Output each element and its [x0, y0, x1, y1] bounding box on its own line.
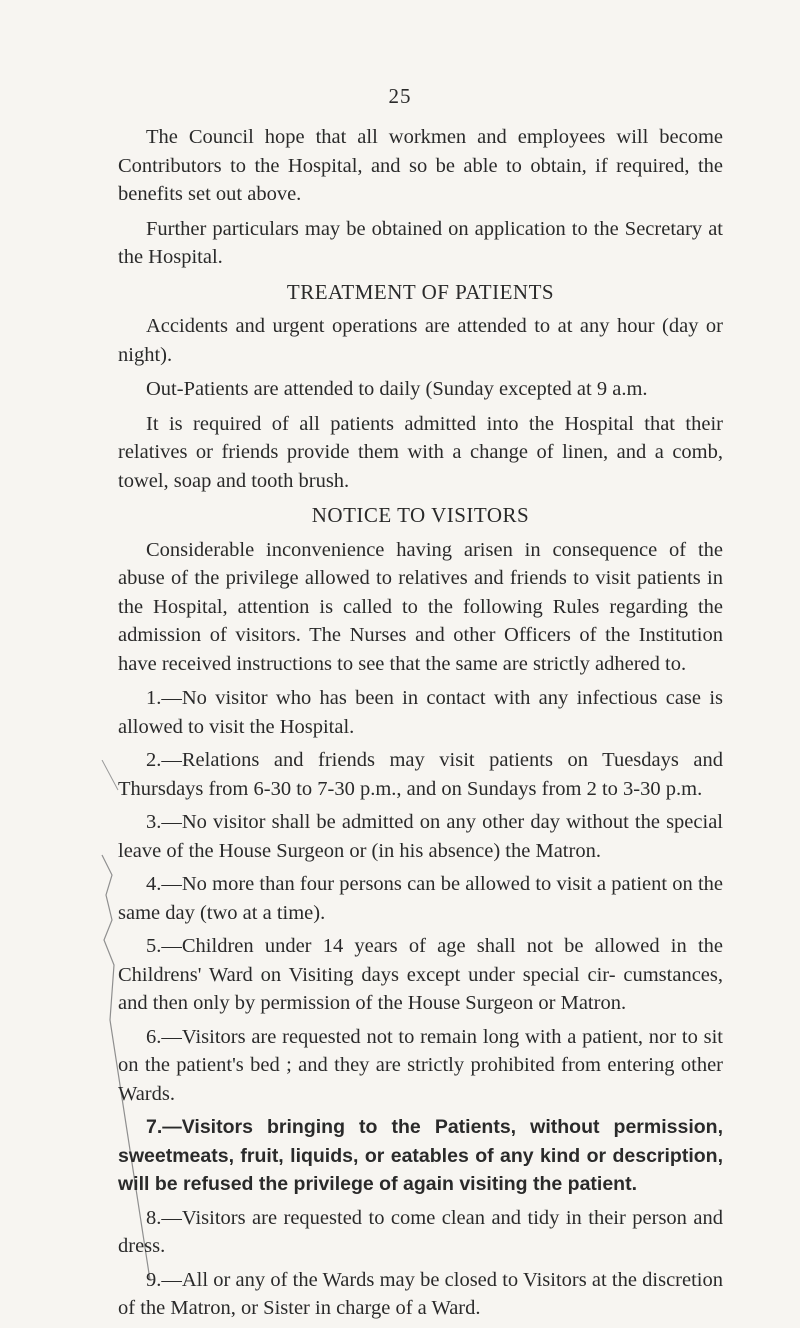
visitor-rule-5: 5.—Children under 14 years of age shall not be allowed in the Childrens' Ward on Visiting days except under special cir- cumstances, and then only by permission of the House Surgeon or Matron.: [118, 935, 723, 1014]
visitor-rule-4: 4.—No more than four persons can be allowed to visit a patient on the same day (two at a time).: [118, 873, 723, 924]
treatment-paragraph-accidents: Accidents and urgent operations are attended to at any hour (day or night).: [118, 315, 723, 366]
visitor-rule-1: 1.—No visitor who has been in contact with any infectious case is allowed to visit the Hospital.: [118, 687, 723, 738]
intro-paragraph-particulars: Further particulars may be obtained on application to the Secretary at the Hospital.: [118, 217, 723, 268]
visitor-rule-6: 6.—Visitors are requested not to remain long with a patient, nor to sit on the patient's bed ; and they are strictly prohibited from entering other Wards.: [118, 1025, 723, 1105]
visitor-rule-7: 7.—Visitors bringing to the Patients, without permission, sweetmeats, fruit, liquids, or eatables of any kind or description, will be refused the privilege of again visiting the patient.: [118, 1116, 723, 1195]
treatment-heading: TREATMENT OF PATIENTS: [286, 279, 555, 304]
intro-paragraph-contributors: The Council hope that all workmen and employees will become Contributors to the Hospital, and so be able to obtain, if required, the benefits set out above.: [118, 126, 723, 205]
page-number: 25: [388, 84, 412, 108]
visitors-heading: NOTICE TO VISITORS: [311, 503, 530, 527]
visitor-rule-9: 9.—All or any of the Wards may be closed to Visitors at the discretion of the Matron, or Sister in charge of a Ward.: [118, 1268, 723, 1319]
document-body: [118, 123, 723, 1328]
visitor-rule-8: 8.—Visitors are requested to come clean and tidy in their person and dress.: [118, 1206, 723, 1257]
visitor-rule-2: 2.—Relations and friends may visit patients on Tuesdays and Thursdays from 6-30 to 7-30 p.m., and on Sundays from 2 to 3-30 p.m.: [118, 749, 723, 800]
treatment-paragraph-requirements: It is required of all patients admitted into the Hospital that their relatives or friends provide them with a change of linen, and a comb, towel, soap and tooth brush.: [118, 412, 723, 492]
visitor-rule-3: 3.—No visitor shall be admitted on any other day without the special leave of the House Surgeon or (in his absence) the Matron.: [118, 811, 723, 862]
visitors-intro-paragraph: Considerable inconvenience having arisen in consequence of the abuse of the privilege allowed to relatives and friends to visit patients in the Hospital, attention is called to the following Rules regarding the admission of visitors. The Nurses and other Officers of the Institution have received instructions to see that the same are strictly adhered to.: [118, 538, 723, 675]
treatment-paragraph-outpatients: Out-Patients are attended to daily (Sunday excepted at 9 a.m.: [146, 378, 648, 400]
